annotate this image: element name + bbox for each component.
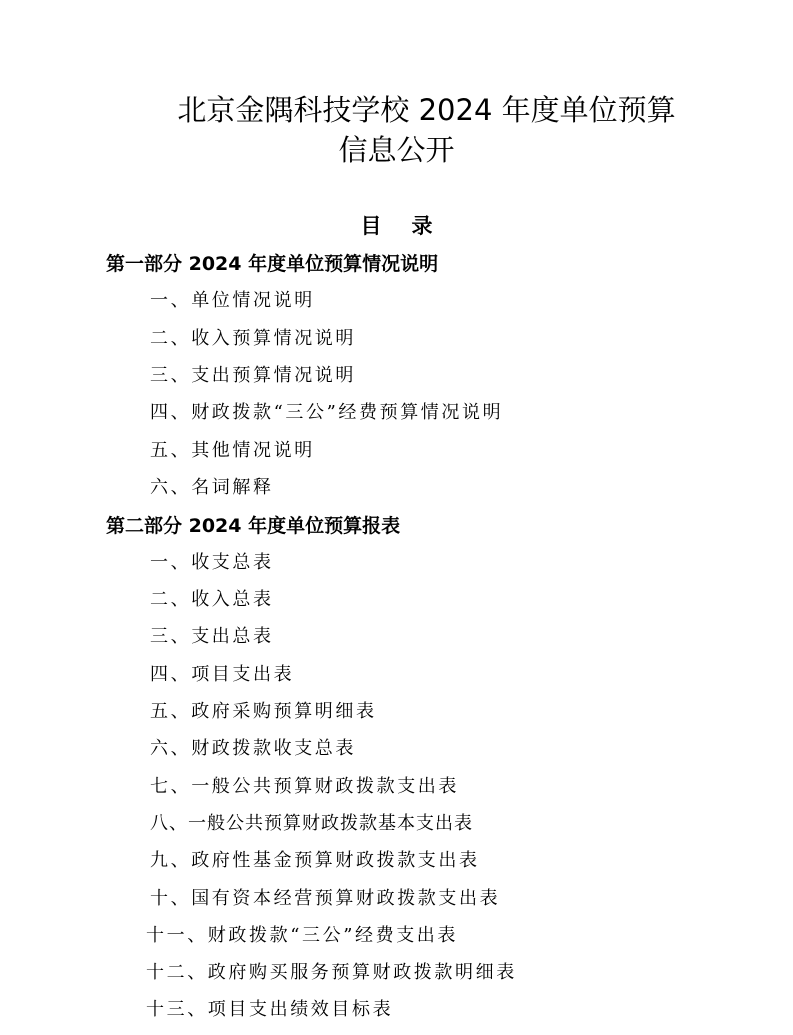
toc-item-2-9: 九、政府性基金预算财政拨款支出表	[150, 850, 480, 871]
toc-item-2-2: 二、收入总表	[150, 589, 274, 610]
toc-item-2-3: 三、支出总表	[150, 626, 274, 647]
toc-item-1-2: 二、收入预算情况说明	[150, 328, 356, 349]
toc-heading: 目录	[360, 214, 463, 238]
toc-item-2-4: 四、项目支出表	[150, 664, 295, 685]
toc-item-2-8: 八、一般公共预算财政拨款基本支出表	[150, 813, 473, 834]
document-title-line-2: 信息公开	[338, 133, 455, 167]
toc-item-1-5: 五、其他情况说明	[150, 440, 315, 461]
toc-item-2-12: 十二、政府购买服务预算财政拨款明细表	[146, 962, 517, 983]
toc-item-1-6: 六、名词解释	[150, 477, 274, 498]
toc-item-2-7: 七、一般公共预算财政拨款支出表	[150, 776, 459, 797]
toc-item-2-6: 六、财政拨款收支总表	[150, 738, 356, 759]
toc-item-1-3: 三、支出预算情况说明	[150, 365, 356, 386]
toc-item-2-5: 五、政府采购预算明细表	[150, 701, 377, 722]
part-1-heading: 第一部分 2024 年度单位预算情况说明	[106, 253, 439, 275]
part-2-heading: 第二部分 2024 年度单位预算报表	[106, 515, 401, 537]
toc-item-1-4: 四、财政拨款“三公”经费预算情况说明	[150, 402, 504, 423]
toc-item-2-10: 十、国有资本经营预算财政拨款支出表	[150, 888, 501, 909]
toc-item-2-1: 一、收支总表	[150, 552, 274, 573]
toc-item-1-1: 一、单位情况说明	[150, 290, 315, 311]
document-title-line-1: 北京金隅科技学校 2024 年度单位预算	[177, 93, 676, 127]
toc-item-2-11: 十一、财政拨款“三公”经费支出表	[146, 925, 459, 946]
toc-item-2-13: 十三、项目支出绩效目标表	[146, 999, 394, 1020]
